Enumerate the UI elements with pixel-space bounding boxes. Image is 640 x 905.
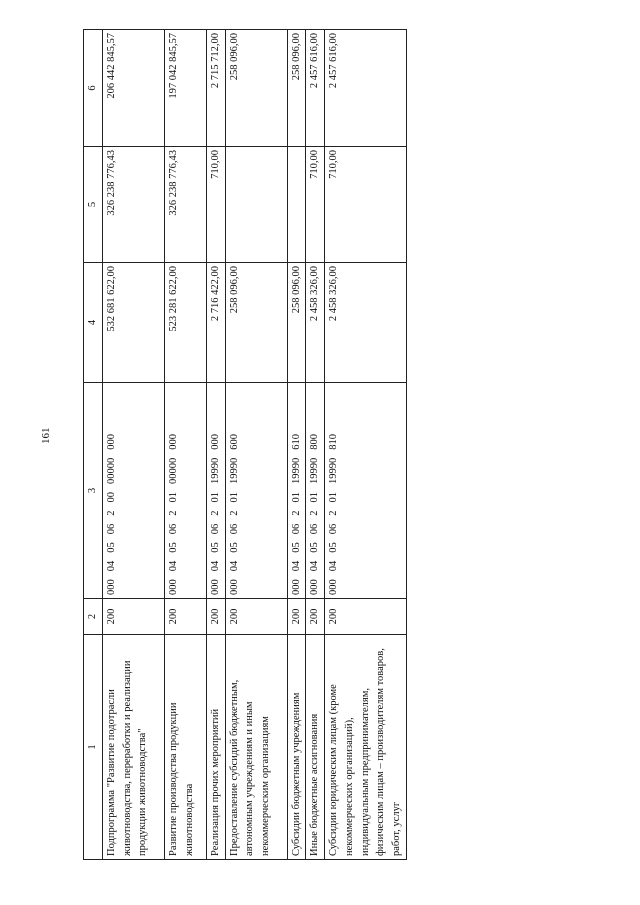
row-value-4: 523 281 622,00 xyxy=(164,263,206,383)
row-value-6: 2 715 712,00 xyxy=(206,30,225,147)
header-row xyxy=(84,30,103,860)
row-group: 200 xyxy=(225,599,287,635)
code-segment: 01 xyxy=(290,492,302,503)
code-segment: 000 xyxy=(228,579,240,595)
row-value-4: 2 458 326,00 xyxy=(325,263,407,383)
header-col-3: 3 xyxy=(84,383,103,599)
code-segment: 2 xyxy=(167,510,179,516)
table-row xyxy=(102,30,164,860)
row-value-5: 710,00 xyxy=(325,147,407,263)
header-col-2: 2 xyxy=(84,599,103,635)
code-segment: 01 xyxy=(309,492,321,503)
code-segment: 06 xyxy=(309,523,321,535)
code-segment: 05 xyxy=(328,542,339,553)
row-group: 200 xyxy=(164,599,206,635)
code-segment: 000 xyxy=(309,579,321,595)
table-row xyxy=(325,30,407,860)
code-segment: 05 xyxy=(209,542,221,553)
code-segment: 05 xyxy=(228,542,240,553)
code-segment: 2 xyxy=(328,510,339,516)
table-row xyxy=(306,30,325,860)
code-segment: 800 xyxy=(309,434,321,450)
code-segment: 000 xyxy=(167,434,179,450)
code-segment: 2 xyxy=(309,510,321,516)
row-name: Предоставление субсидий бюджетным, автономным учреждениям и иным некоммерческим организациям xyxy=(225,635,287,860)
code-segment: 04 xyxy=(167,560,179,572)
row-value-5: 326 238 776,43 xyxy=(102,147,164,263)
row-value-6: 258 096,00 xyxy=(225,30,287,147)
row-group: 200 xyxy=(102,599,164,635)
row-name: Подпрограмма "Развитие подотрасли животноводства, переработки и реализации продукции животноводства" xyxy=(102,635,164,860)
code-segment: 000 xyxy=(105,579,117,595)
row-value-5: 710,00 xyxy=(306,147,325,263)
code-segment: 04 xyxy=(228,560,240,572)
code-segment: 00 xyxy=(105,492,117,503)
row-code xyxy=(102,383,164,599)
row-name: Субсидии бюджетным учреждениям xyxy=(287,635,306,860)
code-segment: 04 xyxy=(328,560,339,572)
code-segment: 19990 xyxy=(290,457,302,484)
code-segment: 04 xyxy=(209,560,221,572)
row-value-6: 258 096,00 xyxy=(287,30,306,147)
row-value-5: 710,00 xyxy=(206,147,225,263)
code-segment: 000 xyxy=(209,434,221,450)
page-number: 161 xyxy=(40,427,52,444)
row-code xyxy=(325,383,407,599)
row-name: Развитие производства продукции животноводства xyxy=(164,635,206,860)
row-value-6: 2 457 616,00 xyxy=(306,30,325,147)
code-segment: 01 xyxy=(209,492,221,503)
header-col-4: 4 xyxy=(84,263,103,383)
code-segment: 810 xyxy=(328,434,339,450)
header-col-5: 5 xyxy=(84,147,103,263)
row-value-5: 326 238 776,43 xyxy=(164,147,206,263)
code-segment: 19990 xyxy=(309,457,321,484)
row-code xyxy=(287,383,306,599)
code-segment: 00000 xyxy=(105,457,117,484)
code-segment: 000 xyxy=(105,434,117,450)
code-segment: 000 xyxy=(167,579,179,595)
code-segment: 000 xyxy=(328,579,339,595)
code-segment: 01 xyxy=(167,492,179,503)
header-col-1: 1 xyxy=(84,635,103,860)
row-value-5 xyxy=(225,147,287,263)
code-segment: 05 xyxy=(309,542,321,553)
code-segment: 2 xyxy=(290,510,302,516)
code-segment: 05 xyxy=(105,542,117,553)
row-name: Субсидии юридическим лицам (кроме некоммерческих организаций), индивидуальным предпринимателям, физическим лицам – производителям товаров, работ, услуг xyxy=(325,635,407,860)
header-col-6: 6 xyxy=(84,30,103,147)
row-group: 200 xyxy=(287,599,306,635)
row-value-5 xyxy=(287,147,306,263)
budget-table-container xyxy=(83,30,402,860)
table-row xyxy=(287,30,306,860)
code-segment: 04 xyxy=(309,560,321,572)
row-value-6: 206 442 845,57 xyxy=(102,30,164,147)
code-segment: 610 xyxy=(290,434,302,450)
code-segment: 19990 xyxy=(328,457,339,484)
row-value-4: 2 716 422,00 xyxy=(206,263,225,383)
row-value-4: 2 458 326,00 xyxy=(306,263,325,383)
row-value-4: 258 096,00 xyxy=(287,263,306,383)
table-row xyxy=(206,30,225,860)
code-segment: 06 xyxy=(209,523,221,535)
row-value-4: 258 096,00 xyxy=(225,263,287,383)
code-segment: 06 xyxy=(328,523,339,535)
budget-table xyxy=(83,29,407,860)
row-code xyxy=(206,383,225,599)
row-name: Иные бюджетные ассигнования xyxy=(306,635,325,860)
code-segment: 04 xyxy=(290,560,302,572)
code-segment: 01 xyxy=(328,492,339,503)
code-segment: 04 xyxy=(105,560,117,572)
code-segment: 06 xyxy=(105,523,117,535)
row-value-6: 2 457 616,00 xyxy=(325,30,407,147)
code-segment: 600 xyxy=(228,434,240,450)
code-segment: 19990 xyxy=(228,457,240,484)
row-code xyxy=(306,383,325,599)
row-name: Реализация прочих мероприятий xyxy=(206,635,225,860)
code-segment: 06 xyxy=(290,523,302,535)
code-segment: 01 xyxy=(228,492,240,503)
code-segment: 05 xyxy=(167,542,179,553)
code-segment: 2 xyxy=(105,510,117,516)
code-segment: 2 xyxy=(209,510,221,516)
code-segment: 2 xyxy=(228,510,240,516)
row-group: 200 xyxy=(325,599,407,635)
code-segment: 00000 xyxy=(167,457,179,484)
code-segment: 19990 xyxy=(209,457,221,484)
row-code xyxy=(164,383,206,599)
table-row xyxy=(164,30,206,860)
row-group: 200 xyxy=(306,599,325,635)
code-segment: 06 xyxy=(228,523,240,535)
code-segment: 000 xyxy=(290,579,302,595)
table-row xyxy=(225,30,287,860)
row-value-4: 532 681 622,00 xyxy=(102,263,164,383)
row-code xyxy=(225,383,287,599)
code-segment: 06 xyxy=(167,523,179,535)
row-value-6: 197 042 845,57 xyxy=(164,30,206,147)
code-segment: 05 xyxy=(290,542,302,553)
row-group: 200 xyxy=(206,599,225,635)
code-segment: 000 xyxy=(209,579,221,595)
